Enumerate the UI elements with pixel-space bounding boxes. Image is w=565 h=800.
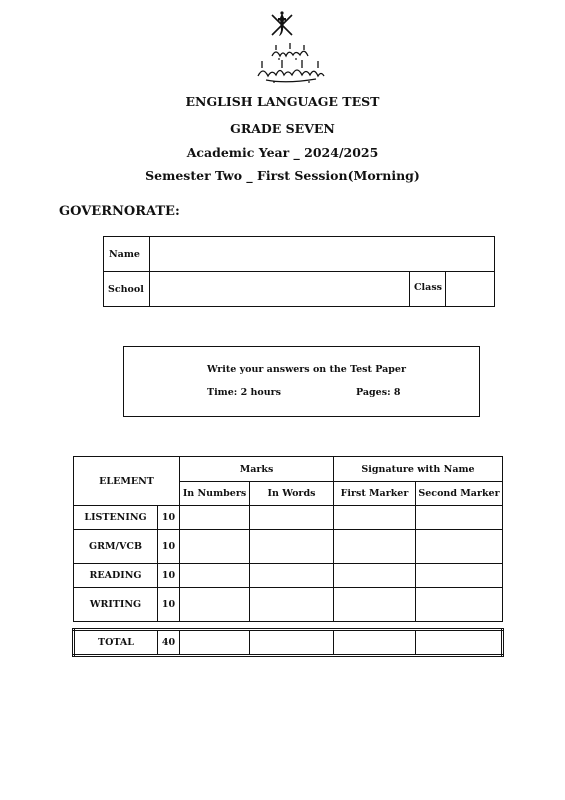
marks-header: Marks <box>180 457 334 482</box>
total-row <box>74 630 503 656</box>
marks-table <box>72 456 504 657</box>
table-row <box>74 530 503 564</box>
element-max-mark: 10 <box>158 588 180 622</box>
total-label: TOTAL <box>74 630 158 656</box>
test-title: ENGLISH LANGUAGE TEST <box>185 94 380 109</box>
total-in-words-cell[interactable] <box>250 630 334 656</box>
element-max-mark: 10 <box>158 530 180 564</box>
name-label: Name <box>109 249 140 260</box>
ministry-calligraphy-logo <box>252 38 332 86</box>
class-field[interactable] <box>446 272 494 306</box>
signature-header: Signature with Name <box>334 457 503 482</box>
write-answers-text: Write your answers on the Test Paper <box>207 364 406 375</box>
table-spacer <box>74 622 503 630</box>
student-info-box <box>103 236 495 307</box>
table-row <box>74 564 503 588</box>
pages-text: Pages: 8 <box>356 387 401 398</box>
marks-in-numbers-cell[interactable] <box>180 588 250 622</box>
table-row <box>74 506 503 530</box>
element-header: ELEMENT <box>74 457 180 506</box>
element-name: GRM/VCB <box>74 530 158 564</box>
second-marker-cell[interactable] <box>416 530 503 564</box>
name-field[interactable] <box>150 237 408 271</box>
school-label: School <box>108 284 144 295</box>
second-marker-header: Second Marker <box>416 482 503 506</box>
marks-in-words-cell[interactable] <box>250 506 334 530</box>
element-max-mark: 10 <box>158 564 180 588</box>
time-text: Time: 2 hours <box>207 387 282 398</box>
marks-in-words-cell[interactable] <box>250 564 334 588</box>
element-name: LISTENING <box>74 506 158 530</box>
class-divider-left <box>409 272 410 306</box>
first-marker-header: First Marker <box>334 482 416 506</box>
element-name: WRITING <box>74 588 158 622</box>
class-label: Class <box>414 282 443 293</box>
total-first-marker-cell[interactable] <box>334 630 416 656</box>
marks-in-numbers-cell[interactable] <box>180 530 250 564</box>
marks-in-words-cell[interactable] <box>250 588 334 622</box>
total-in-numbers-cell[interactable] <box>180 630 250 656</box>
in-words-header: In Words <box>250 482 334 506</box>
academic-year: Academic Year _ 2024/2025 <box>186 145 379 160</box>
total-max-mark: 40 <box>158 630 180 656</box>
total-second-marker-cell[interactable] <box>416 630 503 656</box>
second-marker-cell[interactable] <box>416 506 503 530</box>
school-field[interactable] <box>150 272 408 306</box>
instructions-box <box>123 346 480 417</box>
first-marker-cell[interactable] <box>334 564 416 588</box>
first-marker-cell[interactable] <box>334 530 416 564</box>
in-numbers-header: In Numbers <box>180 482 250 506</box>
second-marker-cell[interactable] <box>416 564 503 588</box>
first-marker-cell[interactable] <box>334 588 416 622</box>
marks-in-words-cell[interactable] <box>250 530 334 564</box>
second-marker-cell[interactable] <box>416 588 503 622</box>
element-max-mark: 10 <box>158 506 180 530</box>
table-row <box>74 588 503 622</box>
element-name: READING <box>74 564 158 588</box>
first-marker-cell[interactable] <box>334 506 416 530</box>
semester-session: Semester Two _ First Session(Morning) <box>145 168 420 183</box>
governorate-label: GOVERNORATE: <box>59 204 180 219</box>
oman-khanjar-emblem-icon <box>267 10 297 40</box>
grade-label: GRADE SEVEN <box>230 121 335 136</box>
marks-in-numbers-cell[interactable] <box>180 506 250 530</box>
marks-in-numbers-cell[interactable] <box>180 564 250 588</box>
